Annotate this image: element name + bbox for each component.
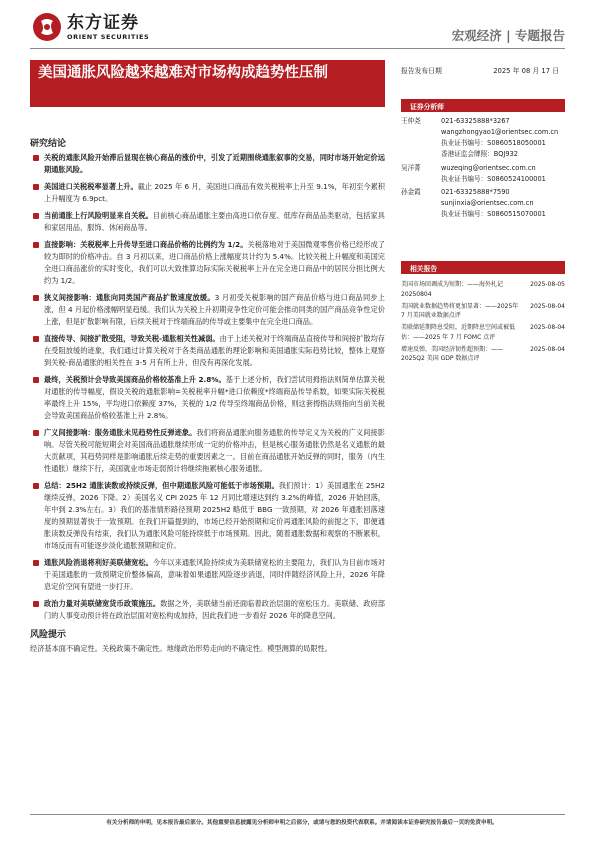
- conclusion-text: 我们将商品通胀向服务通胀的传导定义为关税的广义间接影响。尽管关税可能短期会对美国商品通胀继续形成一定的价格冲击，但是核心服务通胀仍然是名义通胀的最大贡献项，其趋势同样是影响通胀后续走势的重要因素之一。目前在商品通胀开始反弹的同时，服务（内生性通胀）继续下行，美国就业市场走弱预计将继续拖累核心服务通胀。: [44, 428, 385, 473]
- logo-icon: [32, 12, 62, 42]
- conclusion-item: [30, 292, 385, 328]
- related-report-title[interactable]: 美国市场回调成为短期：——海外札记20250804: [401, 281, 504, 298]
- report-title: 美国通胀风险越来越难对市场构成趋势性压制: [38, 65, 328, 81]
- related-report-date: 2025-08-04: [530, 302, 565, 310]
- conclusion-text: 数据之外，美联储当前还面临着政治层面的宽松压力。美联储、政府部门的人事变动预计将在政治层面对宽松构成加持，因此我们进一步看好 2026 年的降息空间。: [44, 599, 385, 620]
- risk-text: 经济基本面不确定性。关税政策不确定性。地缘政治形势走向的不确定性。模型测算的局限性。: [30, 644, 332, 653]
- conclusion-item: [30, 210, 385, 234]
- analyst-email[interactable]: sunjinxia@orientsec.com.cn: [441, 199, 534, 208]
- conclusion-text: 今年以来通胀风险持续成为美联储宽松的主要阻力，我们认为目前市场对于美国通胀的一致预期定价整体偏高，意味着如果通胀风险逐步消退，同时伴随经济风险上升，2026 年降息定价空间有望进一步打开。: [44, 558, 385, 591]
- research-conclusions: [30, 136, 385, 655]
- analyst-license: 执业证书编号：S0860515070001: [441, 210, 546, 219]
- report-category: 宏观经济 | 专题报告: [451, 28, 565, 43]
- conclusion-item: [30, 427, 385, 475]
- conclusion-item: [30, 598, 385, 622]
- related-report-date: 2025-08-04: [530, 345, 565, 353]
- analyst-email[interactable]: wangzhongyao1@orientsec.com.cn: [441, 127, 559, 136]
- related-report-item[interactable]: [401, 280, 565, 299]
- conclusion-lead: 狭义间接影响：通胀向同类国产商品扩散速度放缓。: [44, 293, 215, 302]
- analyst-name: 吴洋菁: [401, 163, 421, 172]
- analyst-phone: 021-63325888*3267: [441, 117, 510, 125]
- conclusion-lead: 直接传导、间接扩散受阻，导致关税-通胀相关性减弱。: [44, 334, 220, 343]
- conclusion-text: 由于上述关税对于终端商品直接传导和间接扩散均存在受阻放缓的迹象，我们通过计算关税对于各类商品通胀的理论影响和美国通胀实际趋势比较，整体上观察到关税-商品通胀的相关性在 3-5 月有所上升，但没有再深化发展。: [44, 334, 385, 367]
- conclusion-item: [30, 152, 385, 176]
- related-reports-list: [401, 280, 565, 366]
- logo-english-name: ORIENT SECURITIES: [67, 32, 150, 41]
- analyst-entry: [401, 116, 565, 160]
- conclusion-item: [30, 374, 385, 422]
- header-divider: [30, 48, 565, 49]
- report-header: [0, 0, 595, 52]
- analyst-license: 执业证书编号：S0860524100001: [441, 174, 546, 183]
- analyst-entry: [401, 163, 565, 185]
- conclusion-lead: 通胀风险消退将利好美联储宽松。: [44, 558, 153, 567]
- related-report-date: 2025-08-04: [530, 324, 565, 332]
- related-report-item[interactable]: [401, 302, 565, 321]
- company-logo: [32, 12, 149, 42]
- related-report-title[interactable]: 美联储延期降息受阻，近期降息空间或被低估：——2025 年 7 月 FOMC 点评: [401, 324, 516, 341]
- analyst-phone: 021-63325888*7590: [441, 188, 510, 197]
- conclusion-text: 关税落地对于美国微观零售价格已经形成了较为即时的价格冲击。自 3 月初以来，进口商品价格上涨幅度共计约为 5.4%。比较关税上升幅度和美国完全进口商品涨价的实时变化，我们可以大致推算边际实际关税税率上升在完全进口商品中的居民分担比例大约为 1/2。: [44, 240, 385, 285]
- analyst-name: 王仲尧: [401, 117, 421, 125]
- conclusion-lead: 当前通胀上行风险明显来自关税。: [44, 211, 153, 220]
- conclusion-lead: 关税的通胀风险开始滞后显现在核心商品的涨价中，引发了近期围绕通胀叙事的交易，同时市场开始定价远期通胀风险。: [44, 153, 385, 174]
- analyst-license: 执业证书编号：S0860518050001: [441, 138, 546, 147]
- related-report-item[interactable]: [401, 323, 565, 342]
- related-reports-header: 相关报告: [401, 261, 565, 274]
- conclusion-lead: 最终，关税预计会导致美国商品价格较基准上升 2.8%。: [44, 375, 226, 384]
- footer-divider: [30, 814, 565, 815]
- logo-chinese-name: 东方证券: [67, 12, 139, 33]
- analyst-entry: [401, 187, 565, 220]
- conclusion-item: [30, 181, 385, 205]
- report-title-box: [30, 60, 385, 107]
- analyst-email[interactable]: wuzeqing@orientsec.com.cn: [441, 163, 536, 172]
- conclusion-text: 我们预计：1）美国通胀在 25H2 继续反弹，2026 下降。2）美国名义 CPI 2025 年 12 月同比增速达到约 3.2%的峰值，2026 开始回落，年中到 2.3%左右。3）我们的基准情形路径预期 2025H2 略低于 BBG 一致预期，对 2026 年通胀回落速度的预期显著快于一致预期。在我们开篇提到的，市场已经开始预期和定价再通胀风险的前提之下，即便通胀读数反弹没有结束，我们认为通胀风险可能持续低于市场预期。因此，随着通胀数据和观察的不断累积，市场反而有可能逐步淡化通胀预期和定价。: [44, 481, 385, 550]
- conclusion-item: [30, 333, 385, 369]
- publish-date-label: 报告发布日期: [401, 67, 442, 75]
- conclusion-lead: 美国进口关税税率显著上升。: [44, 182, 138, 191]
- related-report-date: 2025-08-05: [530, 281, 565, 288]
- related-report-item[interactable]: [401, 345, 565, 364]
- conclusion-text: 截止 2025 年 6 月，美国进口商品有效关税税率上升至 9.1%，年初至今累积上升幅度为 6.9pct。: [44, 182, 385, 203]
- conclusion-lead: 政治力量对美联储宽货币政策施压。: [44, 599, 161, 608]
- footer-disclaimer: 有关分析师的申明，见本报告最后部分。其他重要信息披露见分析师申明之后部分，或请与您的投资代表联系。并请阅读本证券研究报告最后一页的免责申明。: [106, 820, 498, 826]
- conclusion-item: [30, 239, 385, 287]
- conclusion-item: [30, 480, 385, 552]
- analyst-name: 孙金霞: [401, 188, 421, 197]
- conclusion-lead: 直接影响：关税税率上升传导至进口商品价格的比例约为 1/2。: [44, 240, 248, 249]
- related-report-title[interactable]: 美国就业数据趋势将更加显著：——2025年 7 月美国就业数据点评: [401, 302, 519, 320]
- publish-date-value: 2025 年 08 月 17 日: [493, 67, 559, 75]
- publish-date-row: [401, 65, 559, 75]
- conclusion-item: [30, 557, 385, 593]
- analysts-section-header: 证券分析师: [401, 99, 565, 112]
- risk-heading: 风险提示: [30, 630, 67, 640]
- conclusion-lead: 广义间接影响：服务通胀未见趋势性反弹迹象。: [44, 428, 197, 437]
- conclusions-heading: 研究结论: [30, 139, 67, 149]
- conclusion-list: [30, 152, 385, 622]
- conclusion-text: 基于上述分析，我们尝试用拇指法则简单估算关税对通胀的传导幅度，假设关税的通胀影响=关税税率升幅*进口依赖度*终端商品传导系数，如果实际关税税率最终上升 15%，平均进口依赖度 37%，关税的 1/2 传导至终端商品价格，则这套拇指法则指向当前关税会导致美国商品价格较基准上升 2.8%。: [44, 375, 385, 420]
- analyst-list: [401, 116, 565, 223]
- conclusion-text: 3 月初受关税影响的国产商品价格与进口商品同步上涨，但 4 月起价格涨幅明显趋缓。我们认为关税上升初期竞争性定价可能会推动同类的国产商品竞争性定价上涨，但是扩散影响有限，后续关税对于终端商品的传导或主要集中在完全进口商品。: [44, 293, 385, 326]
- conclusion-lead: 总结：25H2 通胀读数或持续反弹，但中期通胀风险可能低于市场预期。: [44, 481, 279, 490]
- conclusion-text: 目前核心商品通胀主要由高进口依存度、低库存商品品类驱动，包括家具和家居用品、服饰、休闲商品等。: [44, 211, 385, 232]
- analyst-hk-license: 香港证监会牌照：BQJ932: [441, 149, 518, 158]
- related-report-title[interactable]: 增速反弹，美国经济韧性超预期：——2025Q2 美国 GDP 数据点评: [401, 345, 504, 363]
